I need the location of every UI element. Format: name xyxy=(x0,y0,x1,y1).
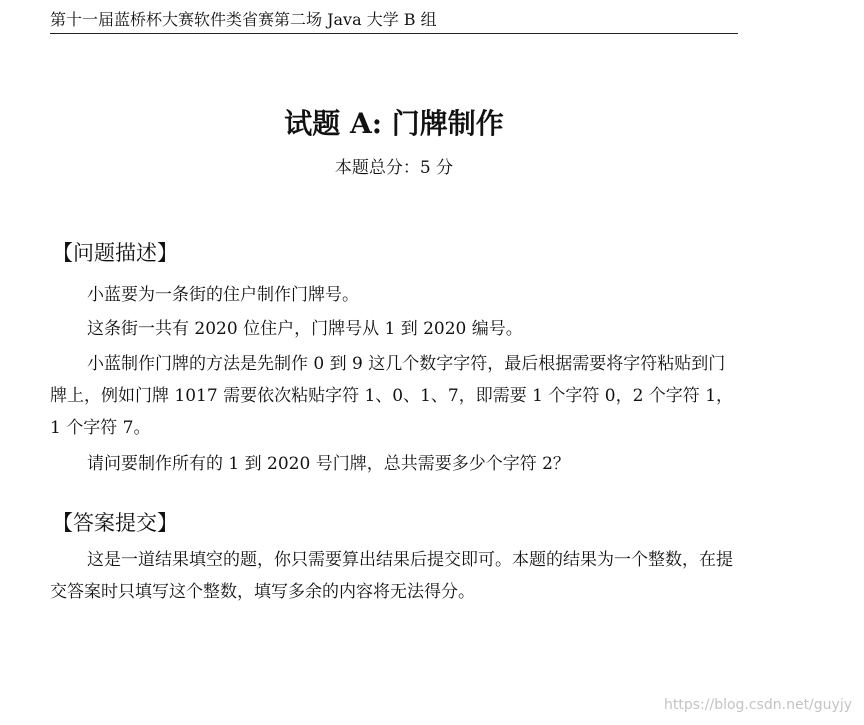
problem-title: 试题 A: 门牌制作 xyxy=(284,107,504,140)
running-header: 第十一届蓝桥杯大赛软件类省赛第二场 Java 大学 B 组 xyxy=(50,9,738,34)
section-heading-description: 【问题描述】 xyxy=(52,241,178,265)
description-paragraph: 小蓝要为一条街的住户制作门牌号。 xyxy=(87,285,359,305)
description-paragraph: 这条街一共有 2020 位住户，门牌号从 1 到 2020 编号。 xyxy=(87,319,523,339)
watermark: https://blog.csdn.net/guyjy xyxy=(664,697,852,713)
problem-score: 本题总分：5 分 xyxy=(334,158,454,178)
description-paragraph: 小蓝制作门牌的方法是先制作 0 到 9 这几个数字字符，最后根据需要将字符粘贴到门牌上，例如门牌 1017 需要依次粘贴字符 1、0、1、7，即需要 1 个字符 0，2 个字符 1，1 个字符 7。 xyxy=(50,354,734,438)
answer-paragraph: 这是一道结果填空的题，你只需要算出结果后提交即可。本题的结果为一个整数，在提交答案时只填写这个整数，填写多余的内容将无法得分。 xyxy=(50,550,733,602)
description-paragraph: 请问要制作所有的 1 到 2020 号门牌，总共需要多少个字符 2？ xyxy=(87,454,570,474)
section-heading-answer: 【答案提交】 xyxy=(52,511,178,535)
